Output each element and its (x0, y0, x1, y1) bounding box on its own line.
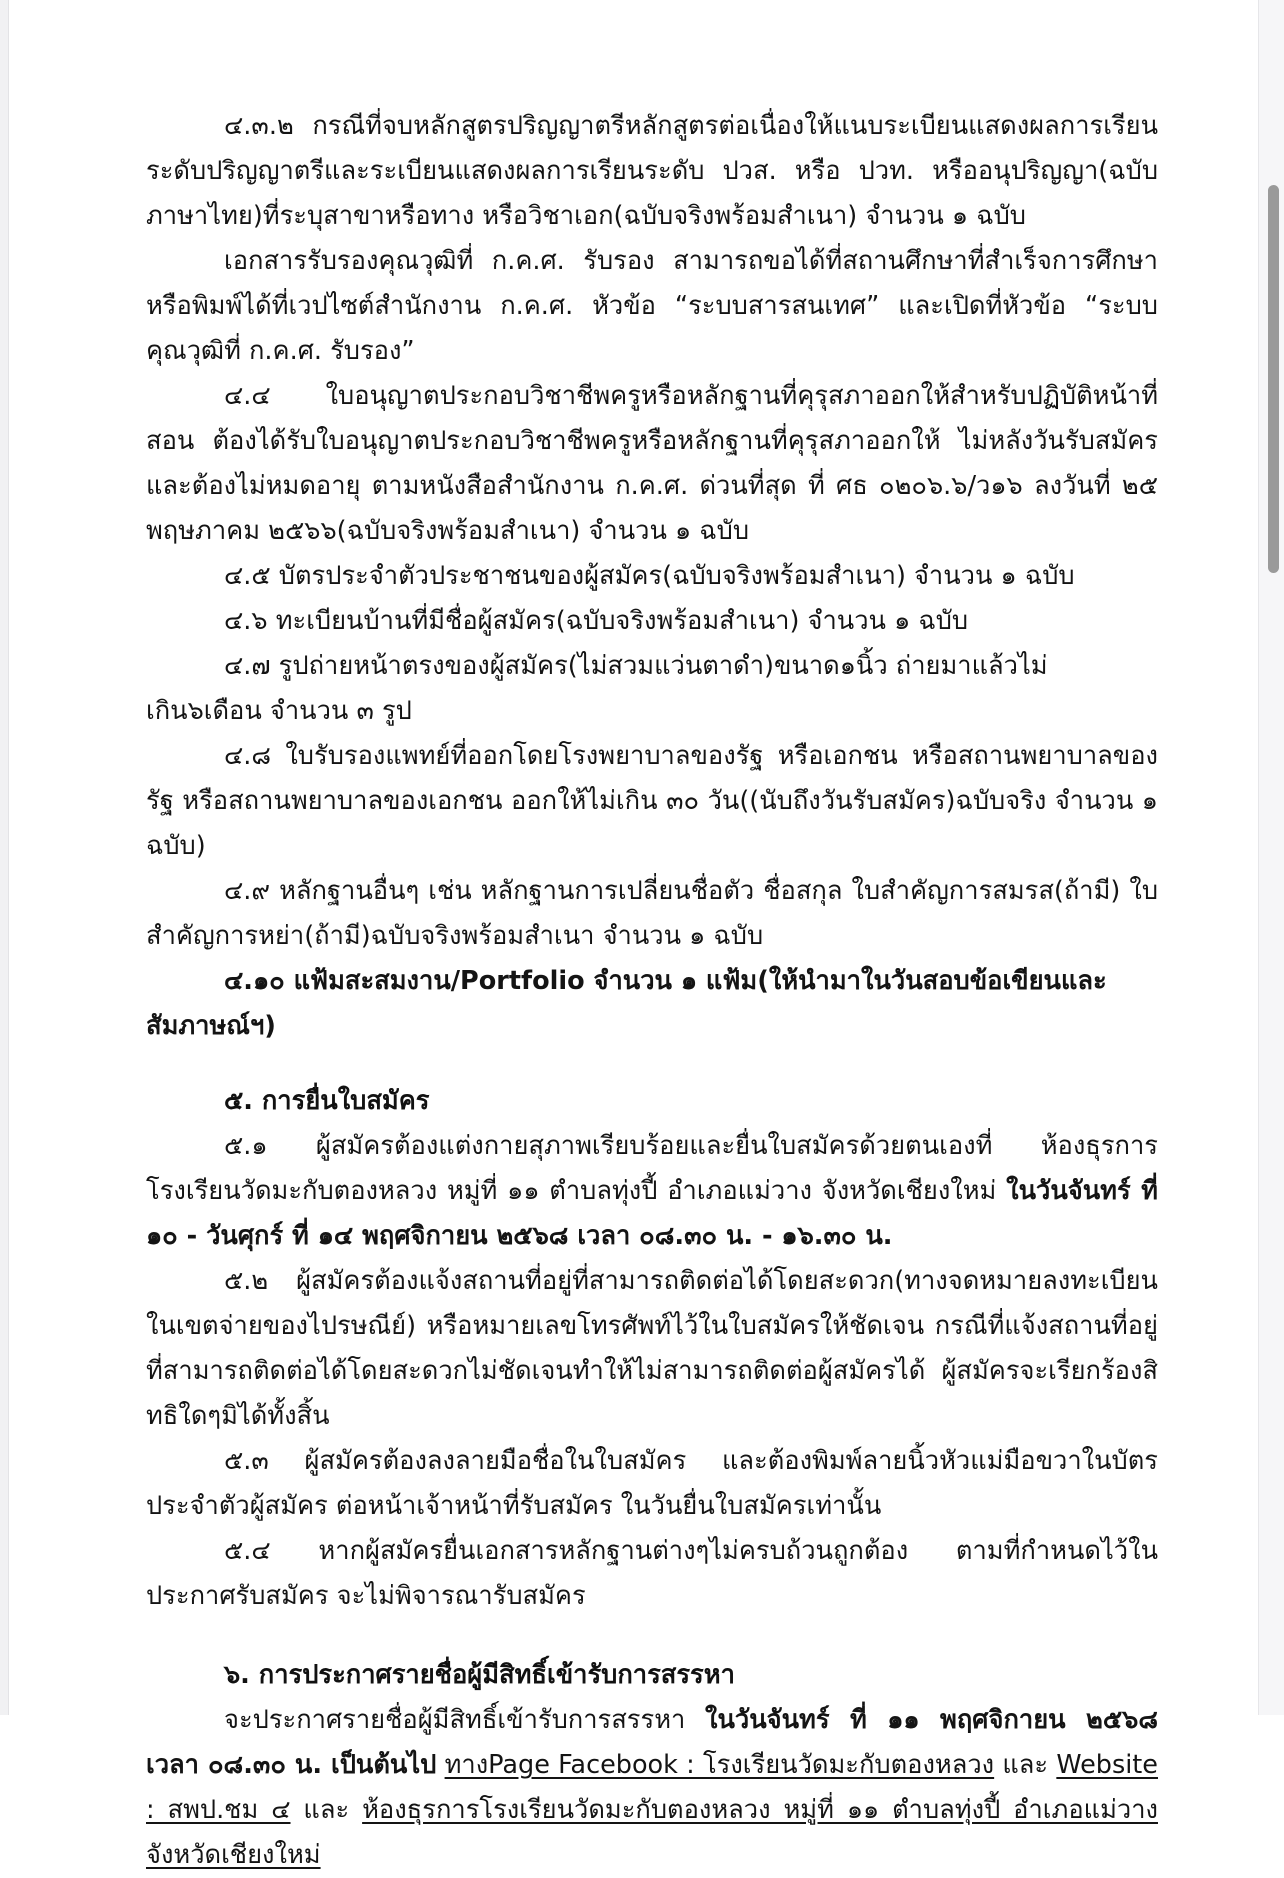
paragraph-item-4-5: ๔.๕ บัตรประจำตัวประชาชนของผู้สมัคร(ฉบับจริงพร้อมสำเนา) จำนวน ๑ ฉบับ (224, 561, 1075, 591)
vertical-scrollbar-thumb[interactable] (1268, 185, 1279, 573)
section-6-space-1 (436, 1750, 444, 1780)
website-link[interactable]: Website : สพป.ชม ๔ (146, 1750, 1158, 1825)
paragraph-section-6-body (146, 1698, 1158, 1878)
document-body (146, 104, 1158, 1878)
office-address-link[interactable]: ห้องธุรการโรงเรียนวัดมะกับตองหลวง หมู่ที่ ๑๑ ตำบลทุ่งปี้ อำเภอแม่วาง จังหวัดเชียงใหม่ (146, 1795, 1158, 1870)
section-6-connector-1: และ (994, 1750, 1057, 1780)
item-5-1-bold-date: ในวันจันทร์ ที่ ๑๐ - วันศุกร์ ที่ ๑๔ พฤศจิกายน ๒๕๖๘ เวลา ๐๘.๓๐ น. - ๑๖.๓๐ น. (146, 1176, 1158, 1251)
item-5-1-normal-text: ๕.๑ ผู้สมัครต้องแต่งกายสุภาพเรียบร้อยและยื่นใบสมัครด้วยตนเองที่ ห้องธุรการโรงเรียนวัดมะกับตองหลวง หมู่ที่ ๑๑ ตำบลทุ่งปี้ อำเภอแม่วาง จังหวัดเชียงใหม่ (146, 1131, 1158, 1206)
paragraph-item-5-4: ๕.๔ หากผู้สมัครยื่นเอกสารหลักฐานต่างๆไม่ครบถ้วนถูกต้อง ตามที่กำหนดไว้ในประกาศรับสมัคร จะไม่พิจารณารับสมัคร (146, 1536, 1158, 1611)
section-6-connector-2: และ (290, 1795, 363, 1825)
document-page (9, 0, 1258, 1870)
paragraph-item-5-2: ๕.๒ ผู้สมัครต้องแจ้งสถานที่อยู่ที่สามารถติดต่อได้โดยสะดวก(ทางจดหมายลงทะเบียนในเขตจ่ายของไปรษณีย์) หรือหมายเลขโทรศัพท์ไว้ในใบสมัครให้ชัดเจน กรณีที่แจ้งสถานที่อยู่ที่สามารถติดต่อได้โดยสะดวกไม่ชัดเจนทำให้ไม่สามารถติดต่อผู้สมัครได้ ผู้สมัครจะเรียกร้องสิทธิใดๆมิได้ทั้งสิ้น (146, 1266, 1158, 1431)
heading-section-5: ๕. การยื่นใบสมัคร (224, 1086, 430, 1116)
facebook-page-link[interactable]: ทางPage Facebook : โรงเรียนวัดมะกับตองหลวง (444, 1750, 995, 1780)
paragraph-item-5-1 (146, 1124, 1158, 1259)
paragraph-item-4-10: ๔.๑๐ แฟ้มสะสมงาน/Portfolio จำนวน ๑ แฟ้ม(ให้นำมาในวันสอบข้อเขียนและสัมภาษณ์ฯ) (146, 966, 1107, 1041)
section-6-bold-date: ในวันจันทร์ ที่ ๑๑ พฤศจิกายน ๒๕๖๘ เวลา ๐๘.๓๐ น. เป็นต้นไป (146, 1705, 1158, 1780)
spacer-before-section-5 (146, 1049, 1158, 1079)
paragraph-item-4-6: ๔.๖ ทะเบียนบ้านที่มีชื่อผู้สมัคร(ฉบับจริงพร้อมสำเนา) จำนวน ๑ ฉบับ (224, 606, 969, 636)
spacer-before-section-6 (146, 1619, 1158, 1653)
paragraph-item-4-3-2: ๔.๓.๒ กรณีที่จบหลักสูตรปริญญาตรีหลักสูตรต่อเนื่องให้แนบระเบียนแสดงผลการเรียนระดับปริญญาตรีและระเบียนแสดงผลการเรียนระดับ ปวส. หรือ ปวท. หรืออนุปริญญา(ฉบับภาษาไทย)ที่ระบุสาขาหรือทาง หรือวิชาเอก(ฉบับจริงพร้อมสำเนา) จำนวน ๑ ฉบับ (146, 111, 1158, 231)
paragraph-kks-certificate: เอกสารรับรองคุณวุฒิที่ ก.ค.ศ. รับรอง สามารถขอได้ที่สถานศึกษาที่สำเร็จการศึกษา หรือพิมพ์ได้ที่เวปไซต์สำนักงาน ก.ค.ศ. หัวข้อ “ระบบสารสนเทศ” และเปิดที่หัวข้อ “ระบบคุณวุฒิที่ ก.ค.ศ. รับรอง” (146, 246, 1158, 366)
paragraph-item-4-8: ๔.๘ ใบรับรองแพทย์ที่ออกโดยโรงพยาบาลของรัฐ หรือเอกชน หรือสถานพยาบาลของรัฐ หรือสถานพยาบาลของเอกชน ออกให้ไม่เกิน ๓๐ วัน((นับถึงวันรับสมัคร)ฉบับจริง จำนวน ๑ ฉบับ) (146, 741, 1158, 861)
heading-section-6: ๖. การประกาศรายชื่อผู้มีสิทธิ์เข้ารับการสรรหา (224, 1660, 735, 1690)
section-6-normal-text: จะประกาศรายชื่อผู้มีสิทธิ์เข้ารับการสรรหา (224, 1705, 705, 1735)
paragraph-item-4-7: ๔.๗ รูปถ่ายหน้าตรงของผู้สมัคร(ไม่สวมแว่นตาดำ)ขนาด๑นิ้ว ถ่ายมาแล้วไม่เกิน๖เดือน จำนวน ๓ รูป (146, 651, 1048, 726)
paragraph-item-5-3: ๕.๓ ผู้สมัครต้องลงลายมือชื่อในใบสมัคร และต้องพิมพ์ลายนิ้วหัวแม่มือขวาในบัตรประจำตัวผู้สมัคร ต่อหน้าเจ้าหน้าที่รับสมัคร ในวันยื่นใบสมัครเท่านั้น (146, 1446, 1158, 1521)
paragraph-item-4-4: ๔.๔ ใบอนุญาตประกอบวิชาชีพครูหรือหลักฐานที่คุรุสภาออกให้สำหรับปฏิบัติหน้าที่สอน ต้องได้รับใบอนุญาตประกอบวิชาชีพครูหรือหลักฐานที่คุรุสภาออกให้ ไม่หลังวันรับสมัครและต้องไม่หมดอายุ ตามหนังสือสำนักงาน ก.ค.ศ. ด่วนที่สุด ที่ ศธ ๐๒๐๖.๖/ว๑๖ ลงวันที่ ๒๕ พฤษภาคม ๒๕๖๖(ฉบับจริงพร้อมสำเนา) จำนวน ๑ ฉบับ (146, 381, 1158, 546)
viewer-left-gutter (0, 0, 9, 1715)
paragraph-item-4-9: ๔.๙ หลักฐานอื่นๆ เช่น หลักฐานการเปลี่ยนชื่อตัว ชื่อสกุล ใบสำคัญการสมรส(ถ้ามี) ใบสำคัญการหย่า(ถ้ามี)ฉบับจริงพร้อมสำเนา จำนวน ๑ ฉบับ (146, 876, 1158, 951)
